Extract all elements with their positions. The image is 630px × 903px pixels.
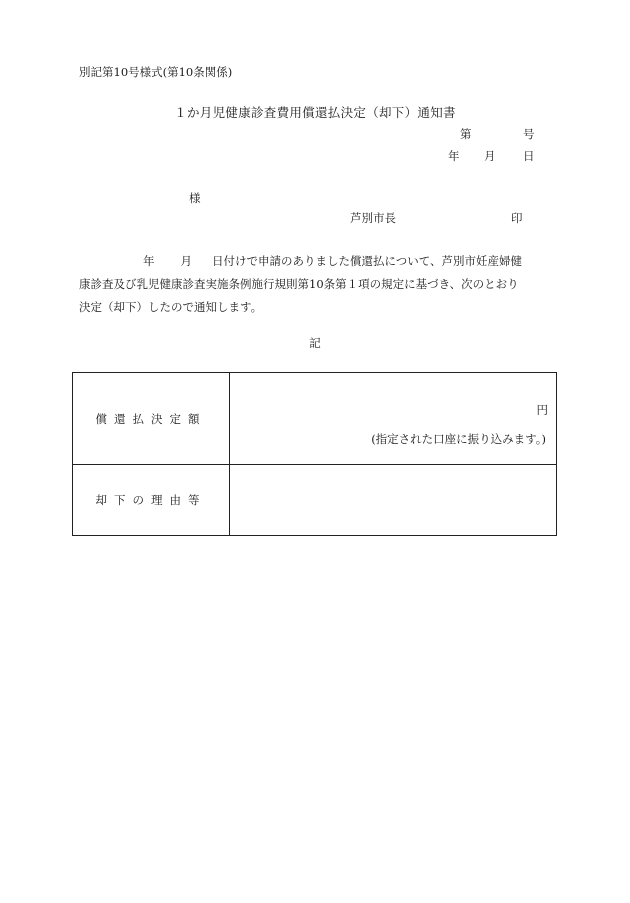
date-year-label: 年 [448,149,460,163]
reimbursement-amount-cell [230,373,557,465]
decision-table [72,372,557,536]
document-number-suffix: 号 [523,127,535,141]
transfer-note: (指定された口座に振り込みます。) [371,432,546,446]
rejection-reason-label: 却下の理由等 [73,465,230,536]
body-year-label: 年 [143,254,155,268]
seal-mark: 印 [511,211,523,225]
date-day-label: 日 [523,149,535,163]
body-line-1-text: 日付けで申請のありました償還払について、芦別市妊産婦健 [212,254,523,268]
body-line-3: 決定（却下）したので通知します。 [79,300,263,314]
addressee-honorific: 様 [189,191,201,205]
body-line-2: 康診査及び乳児健康診査実施条例施行規則第10条第１項の規定に基づき、次のとおり [79,277,519,291]
rejection-reason-cell [230,465,557,536]
document-title: １か月児健康診査費用償還払決定（却下）通知書 [174,105,456,120]
date-month-label: 月 [484,149,496,163]
sender-name: 芦別市長 [350,211,396,225]
body-paragraph [79,250,553,319]
body-month-label: 月 [180,254,192,268]
table-row [73,373,557,465]
reimbursement-amount-label: 償還払決定額 [73,373,230,465]
body-line-1 [79,250,553,273]
yen-unit: 円 [536,403,548,417]
ki-heading: 記 [309,336,321,350]
table-row [73,465,557,536]
document-number-prefix: 第 [460,127,472,141]
form-label: 別記第10号様式(第10条関係) [79,65,233,79]
